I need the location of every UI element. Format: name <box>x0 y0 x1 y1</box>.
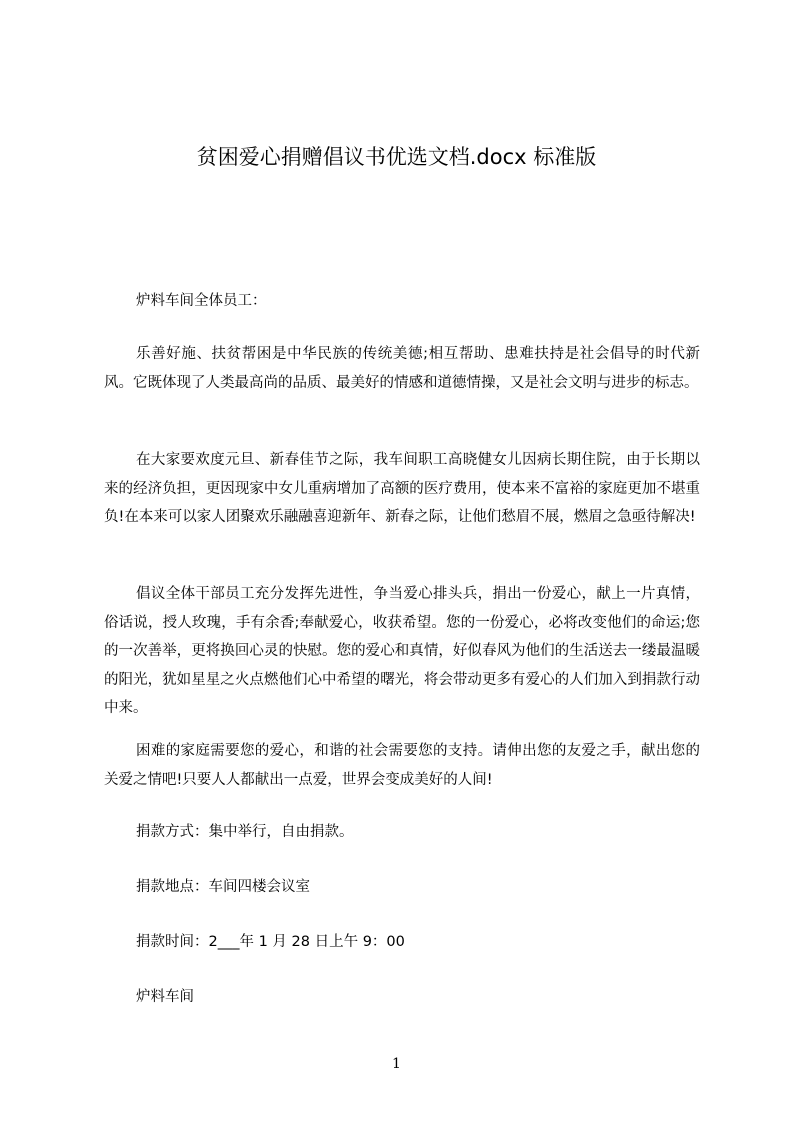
donation-location: 捐款地点：车间四楼会议室 <box>136 879 310 895</box>
paragraph-2: 在大家要欢度元旦、新春佳节之际，我车间职工高晓健女儿因病长期住院，由于长期以来的经济负担，更因现家中女儿重病增加了高额的医疗费用，使本来不富裕的家庭更加不堪重负!在本来可以家人团聚欢乐融融喜迎新年、新春之际，让他们愁眉不展，燃眉之急亟待解决! <box>104 452 700 526</box>
paragraph-4: 困难的家庭需要您的爱心，和谐的社会需要您的支持。请伸出您的友爱之手，献出您的关爱之情吧!只要人人都献出一点爱，世界会变成美好的人间! <box>104 743 700 788</box>
paragraph-3: 倡议全体干部员工充分发挥先进性，争当爱心排头兵，捐出一份爱心，献上一片真情，俗话说，授人玫瑰，手有余香;奉献爱心，收获希望。您的一份爱心，必将改变他们的命运;您的一次善举，更将换回心灵的快慰。您的爱心和真情，好似春风为他们的生活送去一缕最温暖的阳光，犹如星星之火点燃他们心中希望的曙光，将会带动更多有爱心的人们加入到捐款行动中来。 <box>104 586 700 717</box>
donation-method: 捐款方式：集中举行，自由捐款。 <box>136 824 354 840</box>
paragraph-1: 乐善好施、扶贫帮困是中华民族的传统美德;相互帮助、患难扶持是社会倡导的时代新风。它既体现了人类最高尚的品质、最美好的情感和道德情操，又是社会文明与进步的标志。 <box>104 346 700 391</box>
signature: 炉料车间 <box>136 989 194 1005</box>
salutation: 炉料车间全体员工： <box>136 293 267 309</box>
page-number: 1 <box>392 1056 401 1072</box>
document-title: 贫困爱心捐赠倡议书优选文档.docx 标准版 <box>196 145 597 169</box>
donation-time: 捐款时间：2___年 1 月 28 日上午 9：00 <box>136 934 405 950</box>
